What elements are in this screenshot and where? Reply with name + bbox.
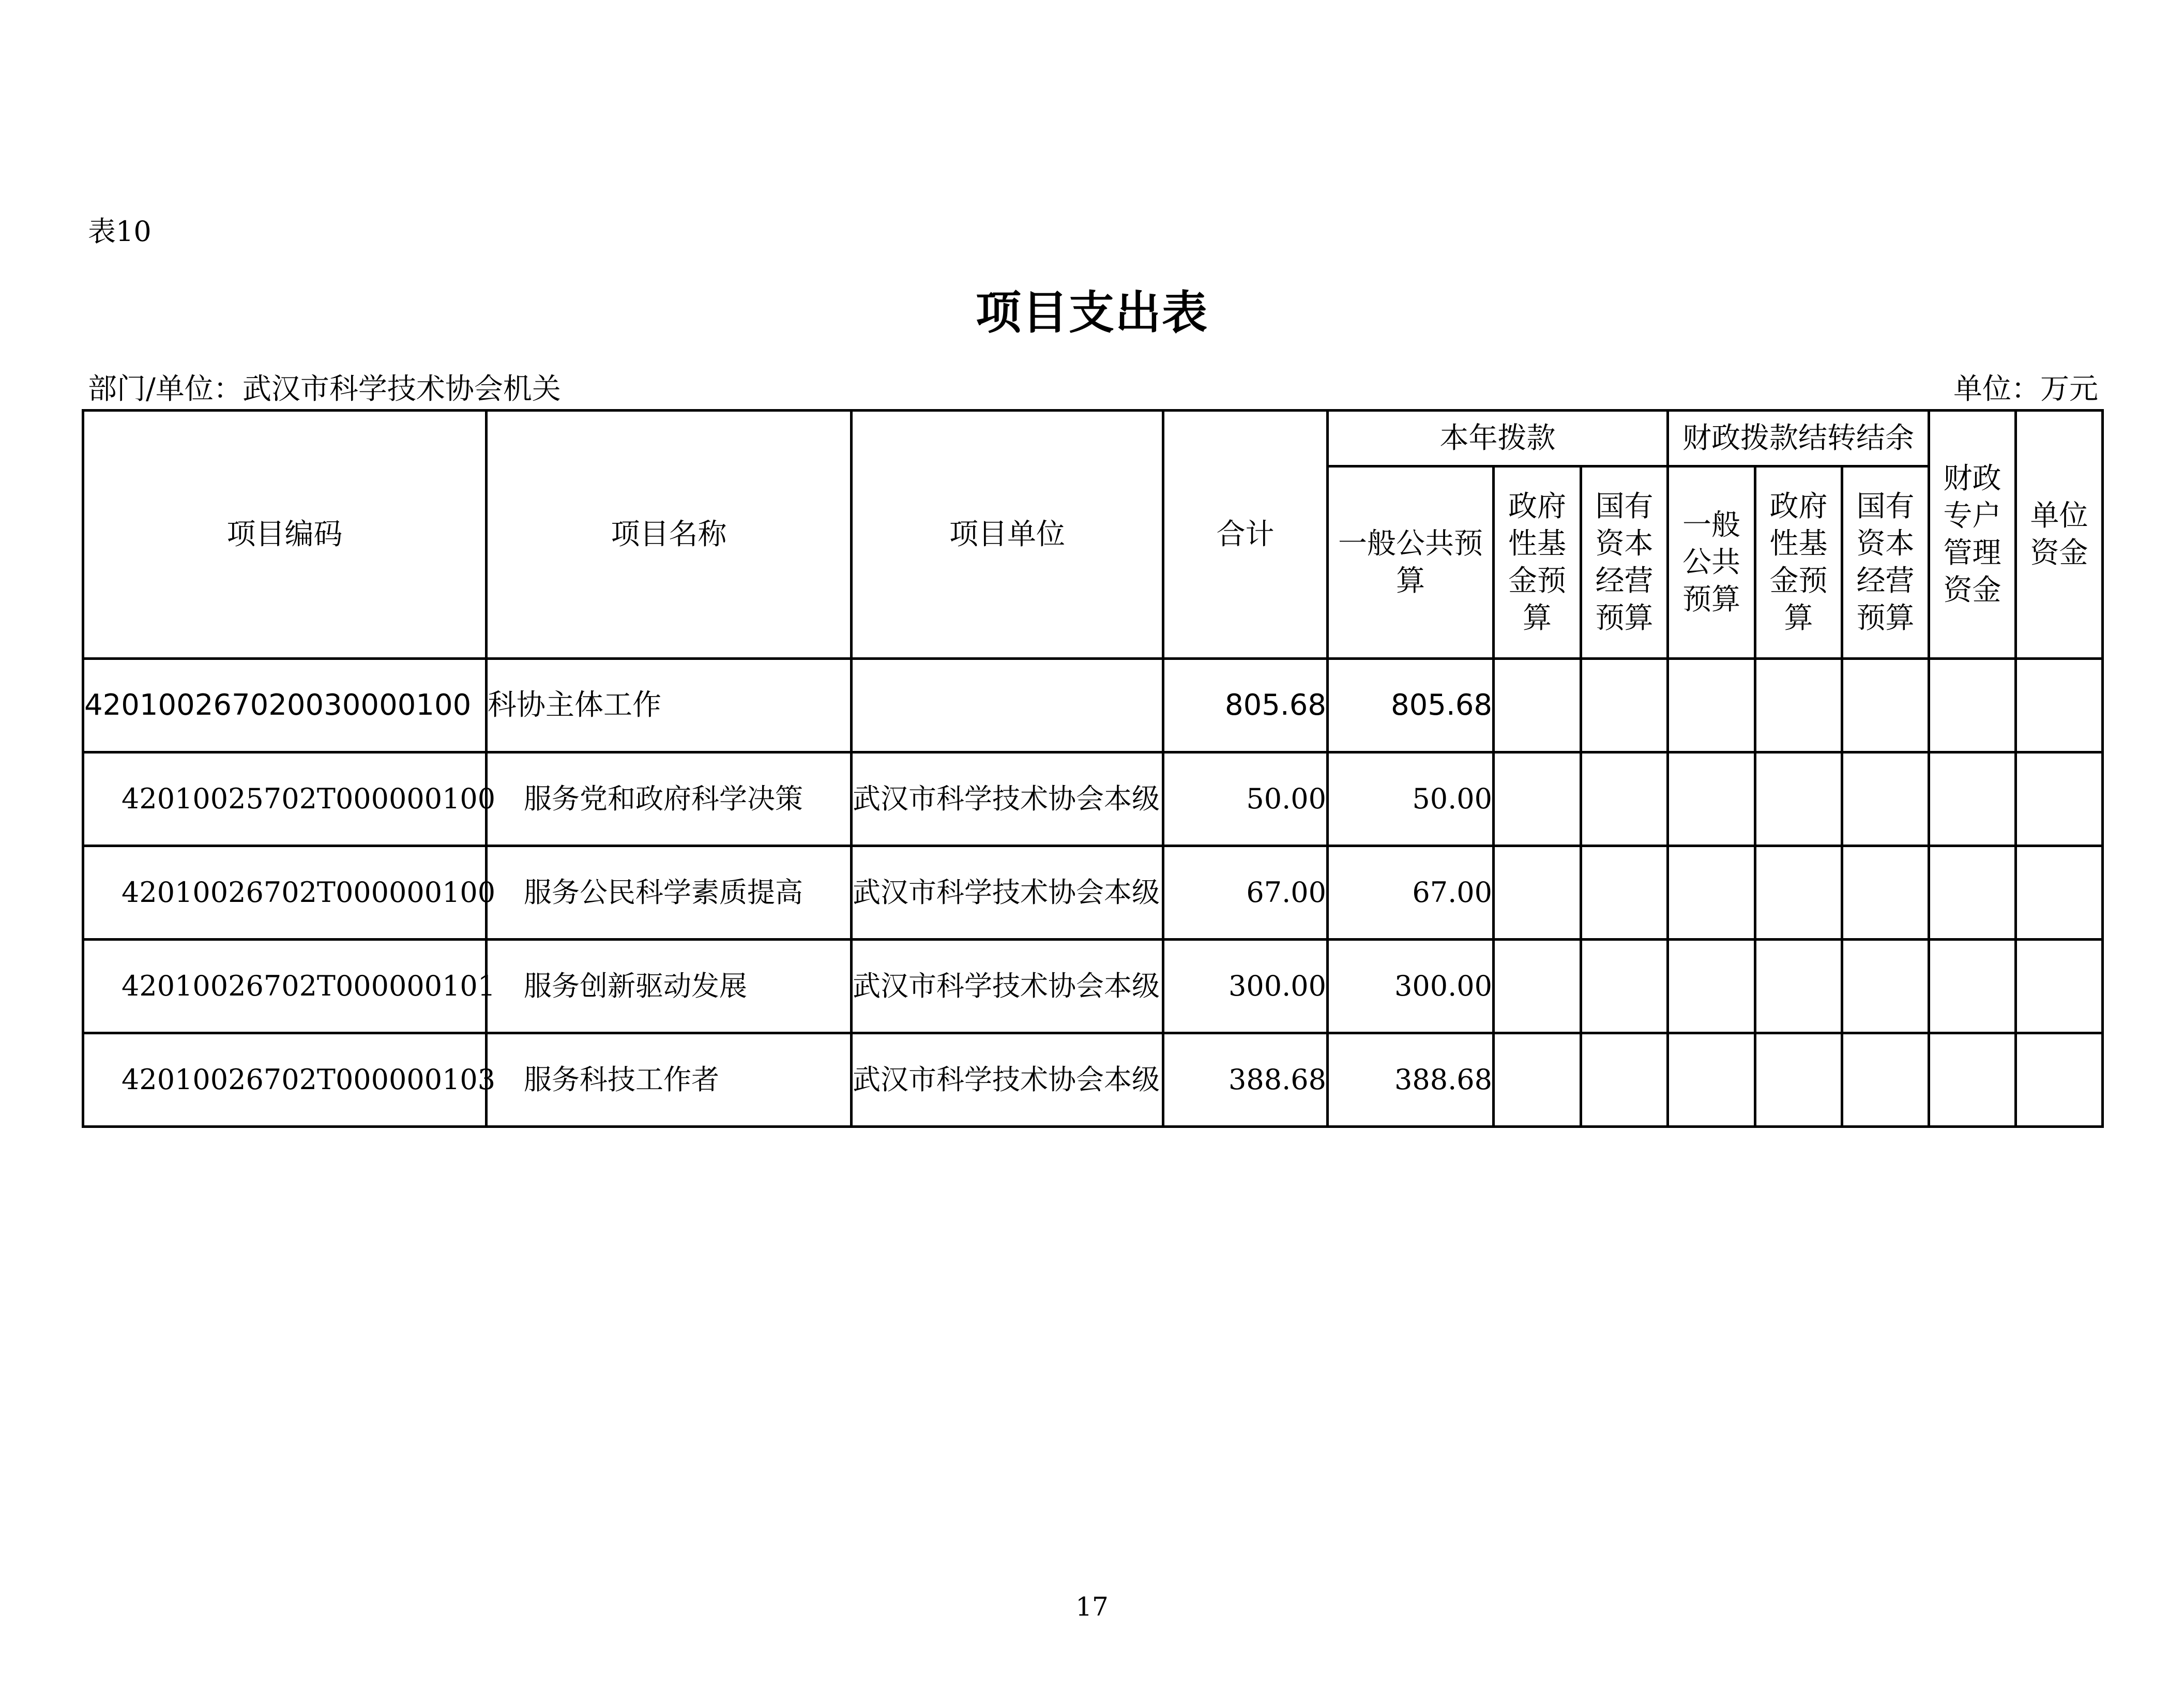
table-row bbox=[83, 1033, 2103, 1127]
general-budget-value: 50.00 bbox=[1328, 752, 1494, 846]
empty-cell bbox=[2016, 846, 2103, 940]
empty-cell bbox=[1755, 1033, 1842, 1127]
project-unit: 武汉市科学技术协会本级 bbox=[852, 846, 1163, 940]
empty-cell bbox=[1668, 1033, 1755, 1127]
table-row bbox=[83, 940, 2103, 1033]
project-unit: 武汉市科学技术协会本级 bbox=[852, 940, 1163, 1033]
general-budget-value: 300.00 bbox=[1328, 940, 1494, 1033]
empty-cell bbox=[1842, 752, 1929, 846]
header-co-fund: 政府性基金预算 bbox=[1755, 466, 1842, 659]
project-code: 420100267020030000100 bbox=[83, 659, 487, 752]
total-value: 388.68 bbox=[1163, 1033, 1328, 1127]
empty-cell bbox=[1755, 752, 1842, 846]
empty-cell bbox=[1494, 752, 1581, 846]
empty-cell bbox=[1842, 1033, 1929, 1127]
header-co-general: 一般公共预算 bbox=[1668, 466, 1755, 659]
project-name: 服务创新驱动发展 bbox=[487, 940, 852, 1033]
project-unit: 武汉市科学技术协会本级 bbox=[852, 752, 1163, 846]
empty-cell bbox=[1581, 752, 1668, 846]
header-special-account: 财政专户管理资金 bbox=[1929, 411, 2016, 659]
empty-cell bbox=[1668, 752, 1755, 846]
general-budget-value: 388.68 bbox=[1328, 1033, 1494, 1127]
empty-cell bbox=[1494, 659, 1581, 752]
table-row bbox=[83, 846, 2103, 940]
department-label: 部门/单位：武汉市科学技术协会机关 bbox=[88, 372, 561, 406]
table-row bbox=[83, 752, 2103, 846]
header-cy-general: 一般公共预算 bbox=[1328, 466, 1494, 659]
page-title: 项目支出表 bbox=[975, 286, 1208, 339]
header-own-funds: 单位资金 bbox=[2016, 411, 2103, 659]
empty-cell bbox=[1494, 940, 1581, 1033]
empty-cell bbox=[1581, 659, 1668, 752]
empty-cell bbox=[1668, 846, 1755, 940]
header-carryover: 财政拨款结转结余 bbox=[1668, 411, 1929, 466]
project-unit bbox=[852, 659, 1163, 752]
header-name: 项目名称 bbox=[487, 411, 852, 659]
project-name: 服务党和政府科学决策 bbox=[487, 752, 852, 846]
project-unit: 武汉市科学技术协会本级 bbox=[852, 1033, 1163, 1127]
empty-cell bbox=[2016, 752, 2103, 846]
total-value: 50.00 bbox=[1163, 752, 1328, 846]
empty-cell bbox=[1842, 659, 1929, 752]
empty-cell bbox=[1581, 846, 1668, 940]
header-co-capital: 国有资本经营预算 bbox=[1842, 466, 1929, 659]
general-budget-value: 805.68 bbox=[1328, 659, 1494, 752]
project-name: 科协主体工作 bbox=[487, 659, 852, 752]
project-name: 服务公民科学素质提高 bbox=[487, 846, 852, 940]
empty-cell bbox=[1755, 659, 1842, 752]
page-number: 17 bbox=[1075, 1592, 1109, 1622]
empty-cell bbox=[1581, 1033, 1668, 1127]
empty-cell bbox=[1494, 1033, 1581, 1127]
unit-label: 单位：万元 bbox=[1953, 372, 2098, 406]
header-cy-fund: 政府性基金预算 bbox=[1494, 466, 1581, 659]
total-value: 300.00 bbox=[1163, 940, 1328, 1033]
empty-cell bbox=[1668, 940, 1755, 1033]
project-name: 服务科技工作者 bbox=[487, 1033, 852, 1127]
project-code: 42010025702T000000100 bbox=[83, 752, 487, 846]
empty-cell bbox=[1929, 846, 2016, 940]
empty-cell bbox=[1755, 846, 1842, 940]
empty-cell bbox=[1494, 846, 1581, 940]
empty-cell bbox=[1929, 1033, 2016, 1127]
empty-cell bbox=[1842, 846, 1929, 940]
project-code: 42010026702T000000100 bbox=[83, 846, 487, 940]
total-value: 67.00 bbox=[1163, 846, 1328, 940]
project-code: 42010026702T000000101 bbox=[83, 940, 487, 1033]
empty-cell bbox=[1668, 659, 1755, 752]
project-expenditure-table bbox=[82, 409, 2104, 1128]
empty-cell bbox=[2016, 1033, 2103, 1127]
general-budget-value: 67.00 bbox=[1328, 846, 1494, 940]
header-code: 项目编码 bbox=[83, 411, 487, 659]
empty-cell bbox=[1842, 940, 1929, 1033]
project-code: 42010026702T000000103 bbox=[83, 1033, 487, 1127]
empty-cell bbox=[2016, 659, 2103, 752]
empty-cell bbox=[1581, 940, 1668, 1033]
header-cy-capital: 国有资本经营预算 bbox=[1581, 466, 1668, 659]
empty-cell bbox=[1929, 940, 2016, 1033]
table-row bbox=[83, 659, 2103, 752]
table-number: 表10 bbox=[88, 215, 151, 248]
header-current-year: 本年拨款 bbox=[1328, 411, 1668, 466]
empty-cell bbox=[2016, 940, 2103, 1033]
header-total: 合计 bbox=[1163, 411, 1328, 659]
empty-cell bbox=[1929, 752, 2016, 846]
total-value: 805.68 bbox=[1163, 659, 1328, 752]
empty-cell bbox=[1929, 659, 2016, 752]
empty-cell bbox=[1755, 940, 1842, 1033]
header-unit: 项目单位 bbox=[852, 411, 1163, 659]
